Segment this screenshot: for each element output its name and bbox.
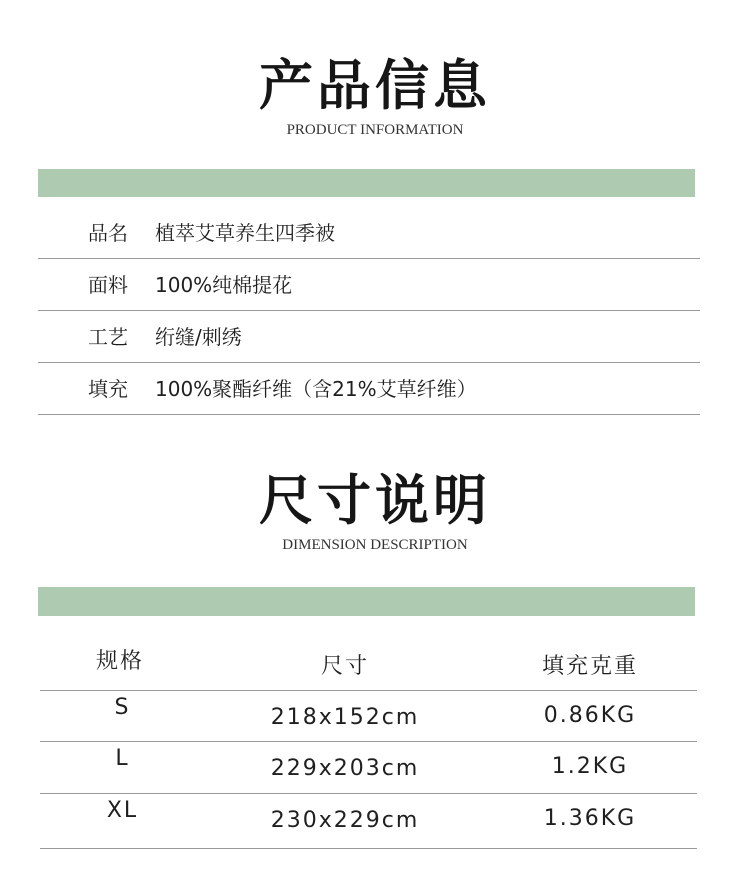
table-row [40,742,697,794]
info-row-fabric [38,259,700,311]
product-info-title: 产品信息 [259,53,491,117]
size-cell: 229x203cm [270,756,420,781]
size-cell: 230x229cm [270,808,420,833]
weight-cell: 1.36KG [543,806,637,831]
info-value: 绗缝/刺绣 [155,325,242,349]
header-size: 尺寸 [320,654,369,679]
info-value: 100%聚酯纤维（含21%艾草纤维） [155,377,477,401]
weight-cell: 1.2KG [551,754,629,779]
table-row [40,794,697,849]
spec-cell: XL [106,798,139,823]
dimension-title: 尺寸说明 [259,468,491,532]
product-info-subtitle: PRODUCT INFORMATION [286,122,464,138]
header-spec: 规格 [95,649,144,674]
info-row-filling [38,363,700,415]
table-row [40,690,697,742]
info-row-craft [38,311,700,363]
info-key: 工艺 [88,325,128,349]
info-key: 品名 [88,221,128,245]
info-key: 面料 [88,273,128,297]
info-row-name [38,207,700,259]
spec-cell: S [114,695,131,720]
product-info-band [38,169,695,197]
info-value: 100%纯棉提花 [155,273,293,297]
size-cell: 218x152cm [270,705,420,730]
info-key: 填充 [88,377,128,401]
spec-cell: L [115,746,130,771]
dimension-band [38,587,695,616]
header-filling-weight: 填充克重 [541,654,638,679]
info-value: 植萃艾草养生四季被 [155,221,335,245]
dimension-subtitle: DIMENSION DESCRIPTION [282,537,468,553]
weight-cell: 0.86KG [543,703,637,728]
